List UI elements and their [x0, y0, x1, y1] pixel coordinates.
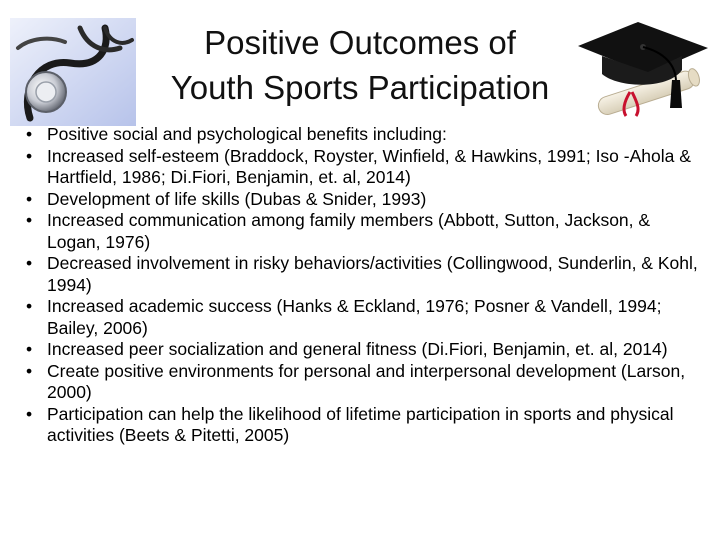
- bullet-item: • Participation can help the likelihood of lifetime participation in sports and physical activities (Beets & Pitetti, 2005): [26, 404, 706, 447]
- bullet-item: • Positive social and psychological benefits including:: [26, 124, 706, 146]
- title-line-2: Youth Sports Participation: [170, 69, 550, 106]
- bullet-list: [26, 124, 706, 447]
- bullet-item: • Development of life skills (Dubas & Snider, 1993): [26, 189, 706, 211]
- bullet-item: • Increased self-esteem (Braddock, Royster, Winfield, & Hawkins, 1991; Iso -Ahola & Hartfield, 1986; Di.Fiori, Benjamin, et. al, 2014): [26, 146, 706, 189]
- graduation-cap-diploma-icon: [568, 12, 716, 122]
- slide-title: [140, 20, 580, 110]
- bullet-item: • Increased peer socialization and general fitness (Di.Fiori, Benjamin, et. al, 2014): [26, 339, 706, 361]
- title-line-1: Positive Outcomes of: [204, 24, 516, 61]
- stethoscope-icon: [10, 18, 136, 126]
- bullet-item: • Create positive environments for personal and interpersonal development (Larson, 2000): [26, 361, 706, 404]
- bullet-item: • Increased communication among family members (Abbott, Sutton, Jackson, & Logan, 1976): [26, 210, 706, 253]
- bullet-item: • Decreased involvement in risky behaviors/activities (Collingwood, Sunderlin, & Kohl, 1994): [26, 253, 706, 296]
- bullet-item: • Increased academic success (Hanks & Eckland, 1976; Posner & Vandell, 1994; Bailey, 2006): [26, 296, 706, 339]
